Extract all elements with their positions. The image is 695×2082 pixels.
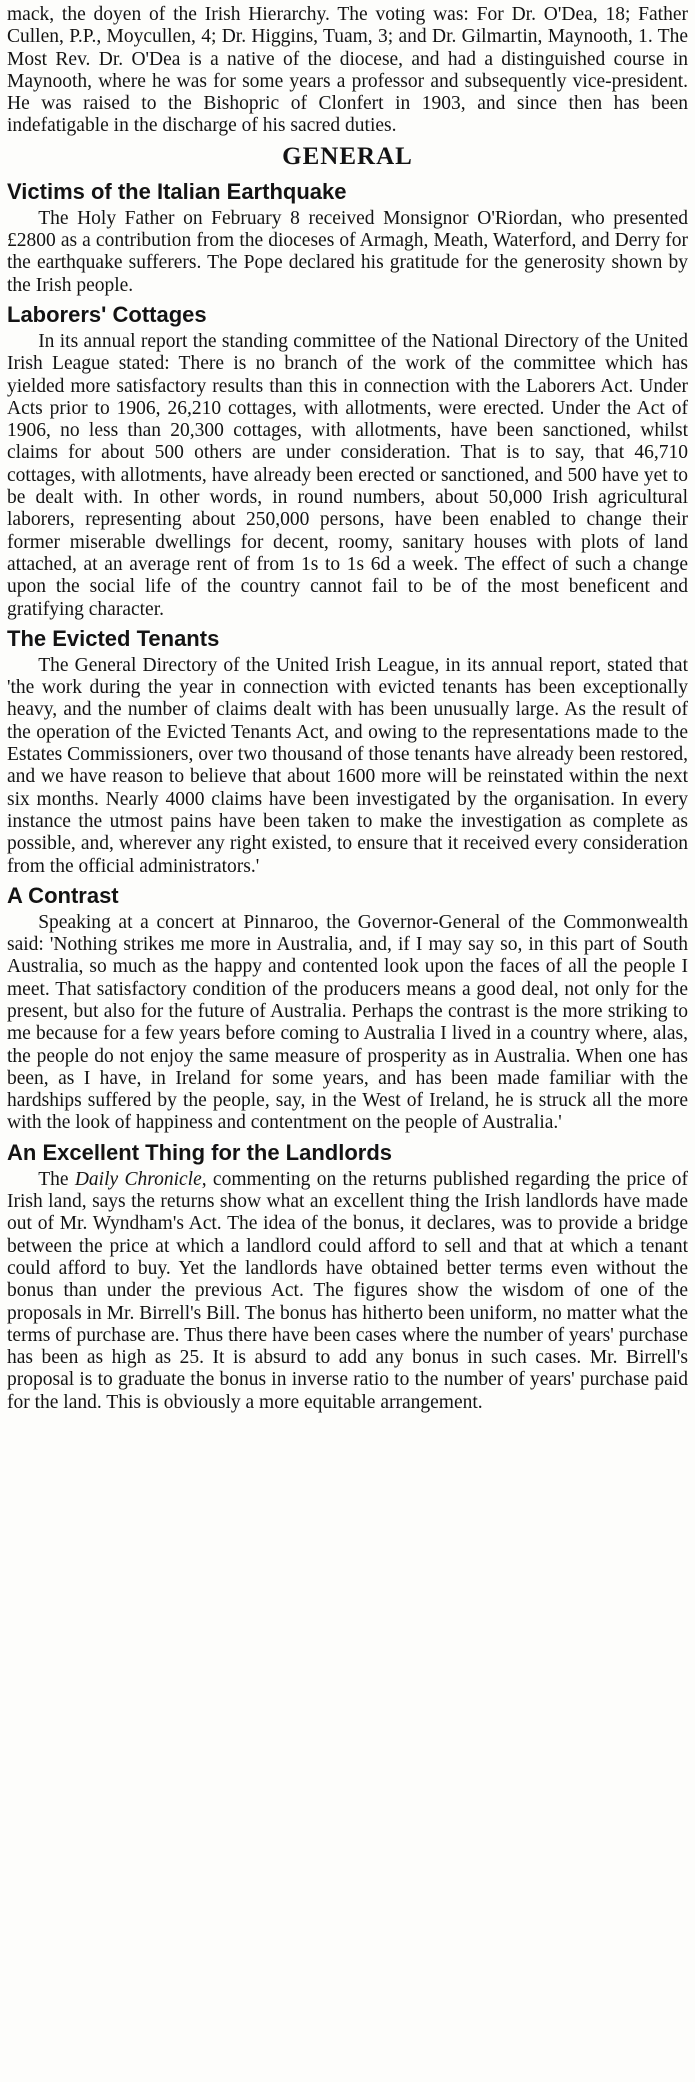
article-evicted-tenants	[7, 625, 688, 878]
article-heading: The Evicted Tenants	[7, 625, 220, 651]
article-heading: Laborers' Cottages	[7, 301, 207, 327]
article-body: In its annual report the standing committee of the National Directory of the United Irish League stated: There is no branch of the work of the committee which has yielded more satisfactory results than this in connection with the Laborers Act. Under Acts prior to 1906, 26,210 cottages, with allotments, were erected. Under the Act of 1906, no less than 20,300 cottages, with allotments, have been sanctioned, whilst claims for about 500 others are under consideration. That is to say, that 46,710 cottages, with allotments, have already been erected or sanctioned, and 500 have yet to be dealt with. In other words, in round numbers, about 50,000 Irish agricultural laborers, representing about 250,000 persons, have been enabled to change their former miserable dwellings for decent, roomy, sanitary houses with plots of land attached, at an average rent of from 1s to 1s 6d a week. The effect of such a change upon the social life of the country cannot fail to be of the most beneficent and gratifying character.	[7, 330, 688, 620]
article-italian-earthquake	[7, 178, 688, 297]
article-body: The Holy Father on February 8 received Monsignor O'Riordan, who presented £2800 as a contribution from the dioceses of Armagh, Meath, Waterford, and Derry for the earthquake sufferers. The Pope declared his gratitude for the generosity shown by the Irish people.	[7, 207, 688, 296]
article-body-lead: The	[38, 1168, 75, 1190]
newspaper-title-italic: Daily Chronicle	[74, 1168, 202, 1190]
article-heading: An Excellent Thing for the Landlords	[7, 1139, 393, 1165]
article-body: The General Directory of the United Irish League, in its annual report, stated that 'the work during the year in connection with evicted tenants has been exceptionally heavy, and the number of claims dealt with has been unusually large. As the result of the operation of the Evicted Tenants Act, and owing to the representations made to the Estates Commissioners, over two thousand of those tenants have already been restored, and we have reason to believe that about 1600 more will be reinstated within the next six months. Nearly 4000 claims have been investigated by the organisation. In every instance the utmost pains have been taken to make the investigation as complete as possible, and, wherever any right existed, to ensure that it received every consideration from the official administrators.'	[7, 654, 688, 877]
article-heading: Victims of the Italian Earthquake	[7, 178, 347, 204]
intro-paragraph: mack, the doyen of the Irish Hierarchy. The voting was: For Dr. O'Dea, 18; Father Cullen, P.P., Moycullen, 4; Dr. Higgins, Tuam, 3; and Dr. Gilmartin, Maynooth, 1. The Most Rev. Dr. O'Dea is a native of the diocese, and had a distinguished course in Maynooth, where he was for some years a professor and subsequently vice-president. He was raised to the Bishopric of Clonfert in 1903, and since then has been indefatigable in the discharge of his sacred duties.	[7, 4, 688, 137]
article-body	[7, 1169, 688, 1414]
article-heading: A Contrast	[7, 882, 119, 908]
article-excellent-thing-landlords	[7, 1139, 688, 1414]
article-body: Speaking at a concert at Pinnaroo, the Governor-General of the Commonwealth said: 'Nothing strikes me more in Australia, and, if I may say so, in this part of South Australia, so much as the happy and contented look upon the faces of all the people I meet. That satisfactory condition of the producers means a good deal, not only for the present, but also for the future of Australia. Perhaps the contrast is the more striking to me because for a few years before coming to Australia I lived in a country where, alas, the people do not enjoy the same measure of prosperity as in Australia. When one has been, as I have, in Ireland for some years, and has been made familiar with the hardships suffered by the people, say, in the West of Ireland, he is struck all the more with the look of happiness and contentment on the people of Australia.'	[7, 911, 688, 1134]
article-laborers-cottages	[7, 301, 688, 621]
section-heading: GENERAL	[282, 142, 413, 170]
article-body-rest: , commenting on the returns published regarding the price of Irish land, says the returns show what an excellent thing the Irish landlords have made out of Mr. Wyndham's Act. The idea of the bonus, it declares, was to provide a bridge between the price at which a landlord could afford to sell and that at which a tenant could afford to buy. Yet the landlords have obtained better terms even without the bonus than under the previous Act. The figures show the wisdom of one of the proposals in Mr. Birrell's Bill. The bonus has hitherto been uniform, no matter what the terms of purchase are. Thus there have been cases where the number of years' purchase has been as high as 25. It is absurd to add any bonus in such cases. Mr. Birrell's proposal is to graduate the bonus in inverse ratio to the number of years' purchase paid for the land. This is obviously a more equitable arrangement.	[7, 1168, 688, 1413]
article-a-contrast	[7, 882, 688, 1135]
